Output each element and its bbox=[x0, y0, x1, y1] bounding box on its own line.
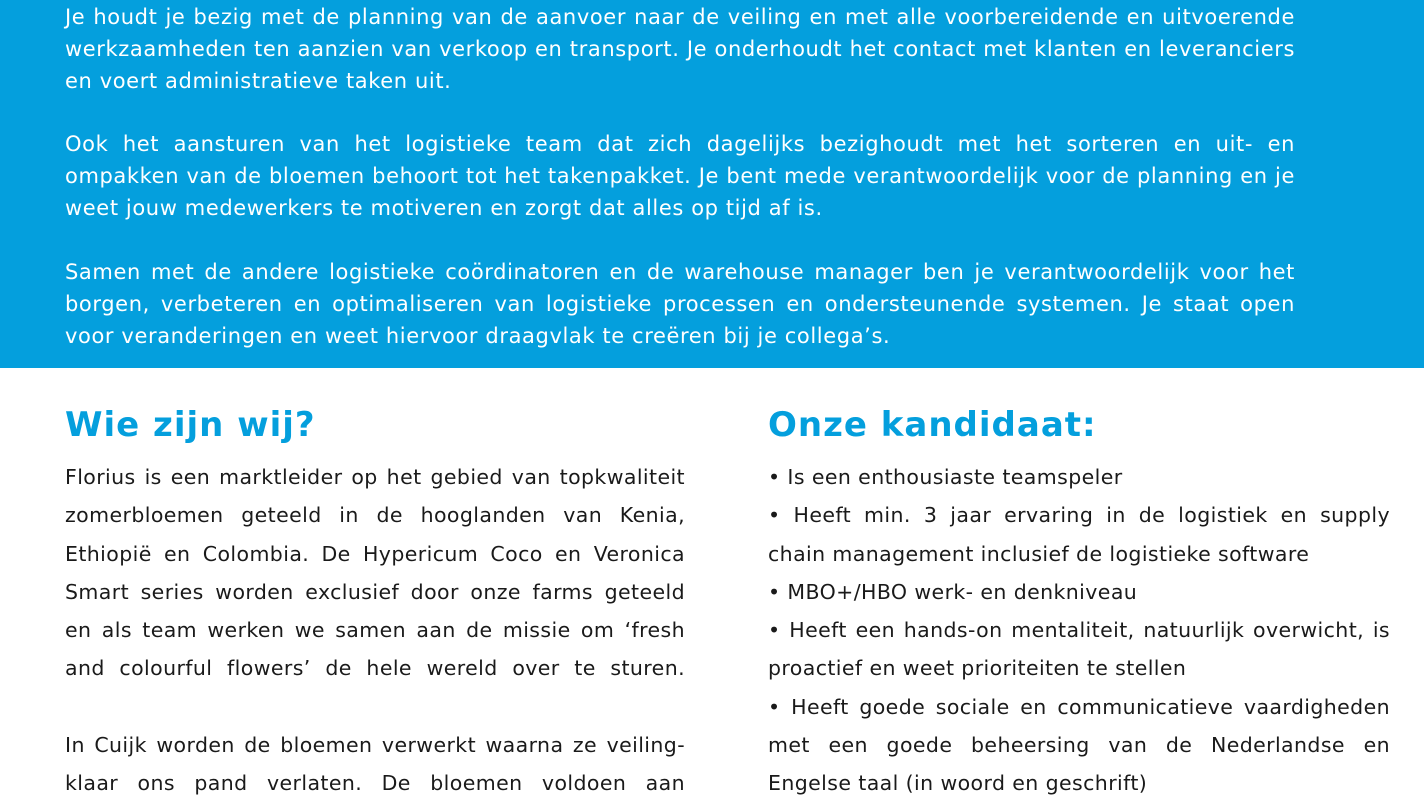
list-item: • MBO+/HBO werk- en denkniveau bbox=[768, 579, 1138, 604]
candidate-list bbox=[768, 458, 1390, 803]
intro-paragraph: Je houdt je bezig met de planning van de aanvoer naar de veiling en met alle voorbereidende en uitvoerende werkzaamheden ten aanzien van verkoop en transport. Je onderhoudt het contact met klanten en leveranciers en voert administratieve taken uit. bbox=[65, 5, 1295, 93]
list-item: • Heeft goede sociale en communicatieve vaardigheden met een goede beheersing van de Nederlandse en Engelse taal (in woord en geschrift) bbox=[768, 694, 1390, 796]
candidate-section bbox=[768, 400, 1390, 803]
candidate-heading: Onze kandidaat: bbox=[768, 405, 1097, 445]
intro-paragraph: Samen met de andere logistieke coördinatoren en de warehouse manager ben je verantwoordelijk voor het borgen, verbeteren en optimaliseren van logistieke processen en ondersteunende systemen. Je staat open voor veranderingen en weet hiervoor draagvlak te creëren bij je collega’s. bbox=[65, 260, 1295, 348]
about-paragraph: In Cuijk worden de bloemen verwerkt waarna ze veiling-klaar ons pand verlaten. De bloemen voldoen aan bbox=[65, 732, 685, 796]
intro-paragraph: Ook het aansturen van het logistieke team dat zich dagelijks bezighoudt met het sorteren en uit- en ompakken van de bloemen behoort tot het takenpakket. Je bent mede verantwoordelijk voor de planning en je weet jouw medewerkers te motiveren en zorgt dat alles op tijd af is. bbox=[65, 132, 1295, 220]
about-section bbox=[65, 400, 685, 802]
about-heading: Wie zijn wij? bbox=[65, 405, 316, 445]
list-item: • Is een enthousiaste teamspeler bbox=[768, 465, 1123, 489]
list-item: • Heeft min. 3 jaar ervaring in de logistiek en supply chain management inclusief de logistieke software bbox=[768, 503, 1390, 566]
about-paragraph: Florius is een marktleider op het gebied van topkwaliteit zomerbloemen geteeld in de hooglanden van Kenia, Ethiopië en Colombia. De Hypericum Coco en Veronica Smart series worden exclusief door onze farms geteeld en als team werken we samen aan de missie om ‘fresh and colourful flowers’ de hele wereld over te sturen. bbox=[65, 465, 685, 681]
intro-band bbox=[0, 0, 1424, 368]
list-item: • Heeft een hands-on mentaliteit, natuurlijk overwicht, is proactief en weet prioriteiten te stellen bbox=[768, 618, 1390, 681]
